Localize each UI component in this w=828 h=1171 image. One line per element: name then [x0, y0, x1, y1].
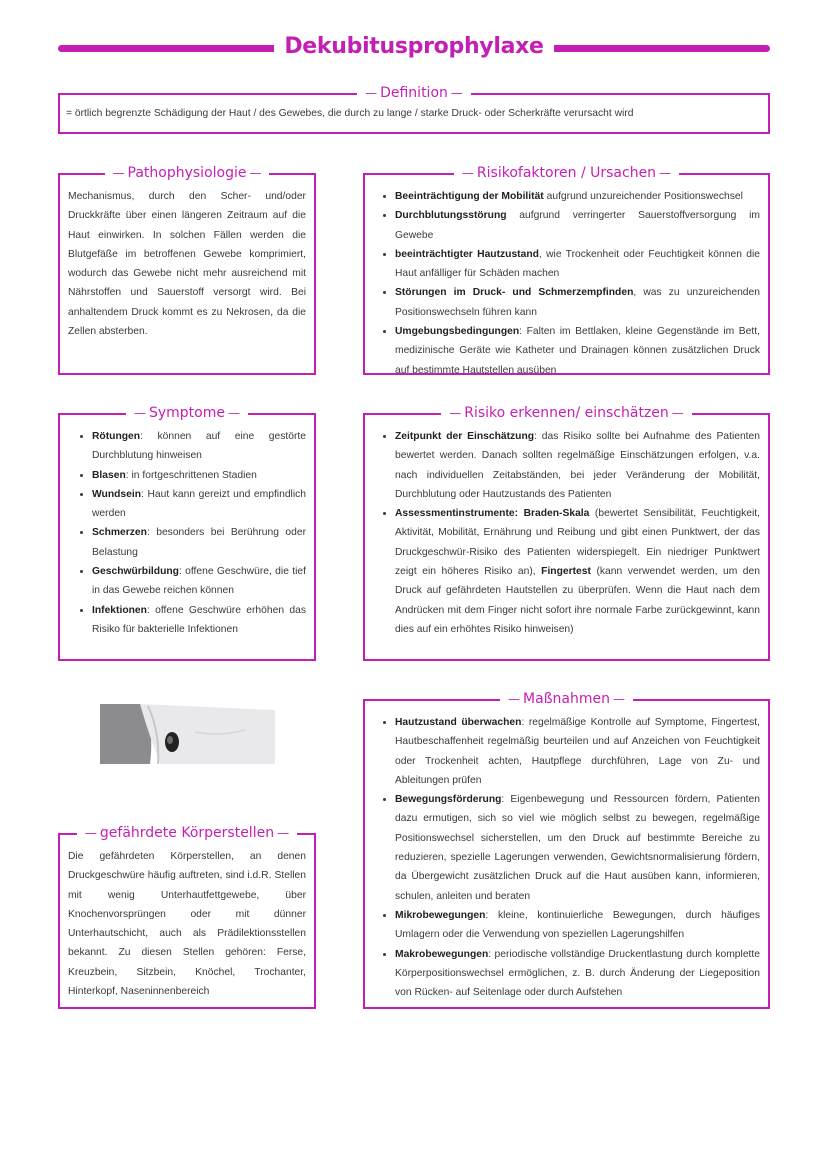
list-item-term: Blasen: [92, 469, 126, 481]
list-item-text: aufgrund verringerter Sauerstoffversorgung im Gewebe: [395, 210, 760, 241]
list-item-text: : besonders bei Berührung oder Belastung: [92, 527, 306, 558]
list-item-text: aufgrund unzureichender Positionswechsel: [543, 191, 743, 202]
page-header: [58, 34, 770, 62]
list-item: [395, 206, 760, 245]
list-item: [395, 187, 760, 206]
list-item-text: : das Risiko sollte bei Aufnahme des Patienten bewertet werden. Danach sollten regelmäßige Einschätzungen erfolgen, v.a. nach individuellen Zeitabständen, bei jeder Veränderung der Mobilität, Durchblutung oder Hautzustands des Patienten: [395, 431, 760, 500]
pathophysiologie-heading: — Pathophysiologie —: [105, 165, 270, 181]
list-item: [92, 601, 306, 640]
list-item-term: Wundsein: [92, 488, 142, 500]
list-item-text: (kann verwendet werden, um den Druck auf gefährdeten Hautstellen zu überprüfen. Wenn die Haut nach dem Andrücken mit dem Finger nicht sofort ihre normale Farbe zurückgewinnt, kann dies auf ein erhöhtes Risiko hinweisen): [395, 566, 760, 635]
list-item: [395, 283, 760, 322]
list-item: [92, 562, 306, 601]
heel-illustration: [100, 702, 275, 764]
risiko-list: [373, 427, 760, 639]
list-item-text: : in fortgeschrittenen Stadien: [125, 469, 257, 481]
list-item: [395, 322, 760, 380]
list-item-term: Infektionen: [92, 604, 147, 616]
koerperstellen-heading: — gefährdete Körperstellen —: [77, 825, 297, 841]
list-item-term: Durchblutungsstörung: [395, 210, 507, 222]
list-item-term: Beeinträchtigung der Mobilität: [395, 191, 544, 202]
definition-heading: — Definition —: [357, 85, 471, 101]
risikofaktoren-heading: — Risikofaktoren / Ursachen —: [454, 165, 679, 181]
list-item: [395, 906, 760, 945]
list-item-term: Makrobewegungen: [395, 948, 489, 960]
list-item-text: : periodische vollständige Druckentlastung durch komplette Körperpositionswechsel ermöglichen, z. B. durch Änderung der Liegeposition von Rücken- auf Seitenlage oder durch Aufstehen: [395, 948, 760, 999]
risiko-box: [363, 405, 770, 661]
risikofaktoren-box: [363, 165, 770, 376]
list-item-term: Hautzustand überwachen: [395, 717, 522, 728]
list-item-text: : können auf eine gestörte Durchblutung hinweisen: [92, 431, 306, 462]
list-item-term: Schmerzen: [92, 527, 147, 539]
list-item: [395, 245, 760, 284]
list-item-text: : Falten im Bettlaken, kleine Gegenstände im Bett, medizinische Geräte wie Katheter und Drainagen können zusätzlichen Druck auf bestimmte Hautstellen ausüben: [395, 326, 760, 376]
definition-text: = örtlich begrenzte Schädigung der Haut / des Gewebes, die durch zu lange / starke Druck- oder Scherkräfte verursacht wird: [66, 108, 634, 119]
list-item-term: Störungen im Druck- und Schmerzempfinden: [395, 287, 634, 299]
list-item: [395, 713, 760, 790]
list-item: [92, 485, 306, 524]
pathophysiologie-box: [58, 165, 316, 375]
page-title: Dekubitusprophylaxe: [274, 34, 553, 59]
list-item-text: : Haut kann gereizt und empfindlich werden: [92, 488, 306, 520]
list-item-term: Fingertest: [541, 566, 591, 578]
list-item: [395, 790, 760, 906]
pathophysiologie-text: Mechanismus, durch den Scher- und/oder Druckkräfte über einen längeren Zeitraum auf die Haut einwirken. In solchen Fällen werden die Blutgefäße im betroffenen Gewebe komprimiert, wodurch das Gewebe nicht mehr ausreichend mit Nährstoffen und Sauerstoff versorgt wird. Bei anhaltendem Druck kommt es zu Nekrosen, da die Zellen absterben.: [68, 191, 306, 338]
list-item-text: : regelmäßige Kontrolle auf Symptome, Fingertest, Hautbeschaffenheit regelmäßig beurteilen und auf Anzeichen von Feuchtigkeit oder Trockenheit achten, Hautpflege durchführen, Lage von Zu- und Ableitungen prüfen: [395, 717, 760, 786]
list-item-text: : offene Geschwüre erhöhen das Risiko für bakterielle Infektionen: [92, 604, 306, 635]
list-item-term: Geschwürbildung: [92, 566, 179, 578]
list-item-text: , wie Trockenheit oder Feuchtigkeit können die Haut anfälliger für Schäden machen: [395, 248, 760, 280]
massnahmen-heading: — Maßnahmen —: [500, 691, 633, 707]
list-item-text: (bewertet Sensibilität, Feuchtigkeit, Aktivität, Mobilität, Ernährung und Reibung und gibt einen Punktwert, der das Druckgeschwür-Risiko des Patienten widerspiegelt. Ein niedriger Punktwert zeigt ein höheres Risiko an),: [395, 508, 760, 578]
symptome-box: [58, 405, 316, 661]
koerperstellen-text: Die gefährdeten Körperstellen, an denen Druckgeschwüre häufig auftreten, sind i.d.R. Stellen mit wenig Unterhautfettgewebe, über Knochenvorsprüngen oder mit dünner Unterhautschicht, auch als Prädilektionsstellen bekannt. Zu diesen Stellen gehören: Ferse, Kreuzbein, Sitzbein, Knöchel, Trochanter, Hinterkopf, Naseninnenbereich: [68, 851, 306, 998]
definition-box: [58, 85, 770, 134]
list-item: [92, 427, 306, 466]
risikofaktoren-list: [373, 187, 760, 380]
list-item: [92, 523, 306, 562]
list-item: [92, 466, 306, 485]
list-item: [395, 427, 760, 504]
list-item-term: Mikrobewegungen: [395, 909, 486, 921]
list-item-text: , was zu unzureichenden Positionswechseln führen kann: [395, 287, 760, 318]
list-item: [395, 945, 760, 1003]
list-item-term: Bewegungsförderung: [395, 794, 502, 806]
symptome-heading: — Symptome —: [126, 405, 248, 421]
koerperstellen-box: [58, 825, 316, 1009]
list-item-term: Umgebungsbedingungen: [395, 326, 520, 338]
list-item-term: Zeitpunkt der Einschätzung: [395, 431, 535, 442]
massnahmen-box: [363, 691, 770, 1009]
list-item-term: beeinträchtigter Hautzustand: [395, 248, 539, 260]
list-item: [395, 504, 760, 639]
massnahmen-list: [373, 713, 760, 1002]
list-item-term: Rötungen: [92, 431, 141, 442]
risiko-heading: — Risiko erkennen/ einschätzen —: [441, 405, 692, 421]
list-item-text: : offene Geschwüre, die tief in das Gewebe reichen können: [92, 566, 306, 597]
list-item-term: Assessmentinstrumente: Braden-Skala: [395, 508, 590, 520]
symptome-list: [70, 427, 306, 639]
list-item-text: : kleine, kontinuierliche Bewegungen, durch häufiges Umlagern oder die Verwendung von speziellen Lagerungshilfen: [395, 909, 760, 941]
list-item-text: : Eigenbewegung und Ressourcen fördern, Patienten dazu ermutigen, sich so viel wie möglich selbst zu bewegen, regelmäßige Positionswechsel sicherstellen, um den Druck auf bestimmte Bereiche zu reduzieren, spezielle Lagerungen verwenden, Gewichtsnormalisierung fördern, da Übergewicht zusätzlichen Druck auf die Haut ausüben kann, informieren, schulen, anleiten und beraten: [395, 794, 760, 902]
